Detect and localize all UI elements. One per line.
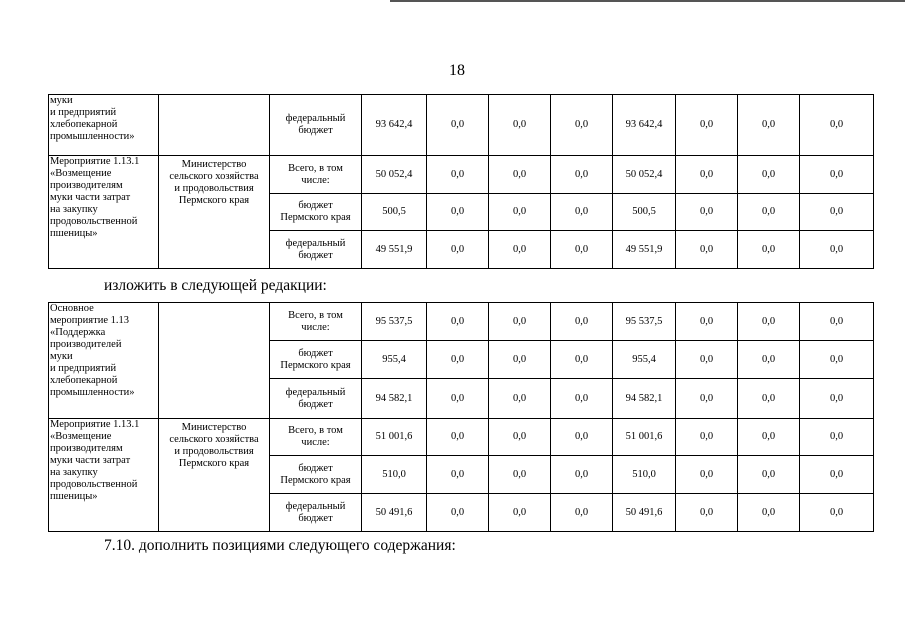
value-cell: 51 001,6 xyxy=(362,419,427,456)
value-cell: 0,0 xyxy=(676,303,738,341)
value-cell: 0,0 xyxy=(551,303,613,341)
value-cell: 0,0 xyxy=(800,379,874,419)
value-cell: 0,0 xyxy=(738,419,800,456)
value-cell: 0,0 xyxy=(427,456,489,494)
scan-edge-line xyxy=(390,0,905,2)
page-number: 18 xyxy=(449,62,465,79)
value-cell: 0,0 xyxy=(427,231,489,269)
funding-source: Всего, в том числе: xyxy=(270,419,362,456)
value-cell: 0,0 xyxy=(800,303,874,341)
value-cell: 0,0 xyxy=(551,456,613,494)
value-cell: 0,0 xyxy=(489,303,551,341)
value-cell: 0,0 xyxy=(676,95,738,156)
executor-cell xyxy=(159,95,270,156)
value-cell: 0,0 xyxy=(800,156,874,194)
funding-source: федеральный бюджет xyxy=(270,379,362,419)
value-cell: 0,0 xyxy=(738,95,800,156)
funding-source: бюджет Пермского края xyxy=(270,456,362,494)
value-cell: 0,0 xyxy=(738,379,800,419)
value-cell: 50 491,6 xyxy=(362,494,427,532)
value-cell: 0,0 xyxy=(427,341,489,379)
value-cell: 0,0 xyxy=(489,194,551,231)
value-cell: 50 491,6 xyxy=(613,494,676,532)
value-cell: 0,0 xyxy=(676,156,738,194)
measure-name: Мероприятие 1.13.1 «Возмещение производителям муки части затрат на закупку продовольственной пшеницы» xyxy=(49,156,159,269)
value-cell: 0,0 xyxy=(800,419,874,456)
value-cell: 95 537,5 xyxy=(362,303,427,341)
value-cell: 0,0 xyxy=(427,379,489,419)
instruction-paragraph: изложить в следующей редакции: xyxy=(104,277,327,294)
value-cell: 0,0 xyxy=(489,231,551,269)
value-cell: 0,0 xyxy=(676,341,738,379)
value-cell: 0,0 xyxy=(676,419,738,456)
value-cell: 0,0 xyxy=(738,456,800,494)
value-cell: 510,0 xyxy=(362,456,427,494)
value-cell: 955,4 xyxy=(613,341,676,379)
executor-cell xyxy=(159,303,270,419)
value-cell: 500,5 xyxy=(613,194,676,231)
value-cell: 0,0 xyxy=(676,231,738,269)
program-table-new xyxy=(48,302,874,532)
value-cell: 0,0 xyxy=(800,341,874,379)
value-cell: 0,0 xyxy=(800,194,874,231)
funding-source: Всего, в том числе: xyxy=(270,303,362,341)
value-cell: 0,0 xyxy=(738,303,800,341)
value-cell: 50 052,4 xyxy=(613,156,676,194)
table-row xyxy=(49,419,874,456)
value-cell: 0,0 xyxy=(427,419,489,456)
funding-source: бюджет Пермского края xyxy=(270,194,362,231)
measure-name: Мероприятие 1.13.1 «Возмещение производителям муки части затрат на закупку продовольственной пшеницы» xyxy=(49,419,159,532)
value-cell: 0,0 xyxy=(551,194,613,231)
value-cell: 51 001,6 xyxy=(613,419,676,456)
value-cell: 0,0 xyxy=(551,156,613,194)
value-cell: 0,0 xyxy=(800,231,874,269)
value-cell: 49 551,9 xyxy=(613,231,676,269)
value-cell: 0,0 xyxy=(676,494,738,532)
value-cell: 0,0 xyxy=(676,379,738,419)
funding-source: Всего, в том числе: xyxy=(270,156,362,194)
value-cell: 955,4 xyxy=(362,341,427,379)
value-cell: 0,0 xyxy=(738,231,800,269)
value-cell: 94 582,1 xyxy=(613,379,676,419)
value-cell: 0,0 xyxy=(738,494,800,532)
executor-cell: Министерство сельского хозяйства и продовольствия Пермского края xyxy=(159,156,270,269)
funding-source: федеральный бюджет xyxy=(270,494,362,532)
value-cell: 0,0 xyxy=(738,341,800,379)
value-cell: 0,0 xyxy=(676,194,738,231)
executor-cell: Министерство сельского хозяйства и продовольствия Пермского края xyxy=(159,419,270,532)
value-cell: 0,0 xyxy=(427,494,489,532)
value-cell: 0,0 xyxy=(427,156,489,194)
value-cell: 0,0 xyxy=(489,494,551,532)
value-cell: 0,0 xyxy=(489,341,551,379)
value-cell: 500,5 xyxy=(362,194,427,231)
value-cell: 510,0 xyxy=(613,456,676,494)
value-cell: 0,0 xyxy=(676,456,738,494)
funding-source: бюджет Пермского края xyxy=(270,341,362,379)
value-cell: 0,0 xyxy=(489,156,551,194)
value-cell: 49 551,9 xyxy=(362,231,427,269)
value-cell: 0,0 xyxy=(800,494,874,532)
value-cell: 93 642,4 xyxy=(613,95,676,156)
value-cell: 0,0 xyxy=(738,194,800,231)
value-cell: 0,0 xyxy=(551,341,613,379)
value-cell: 0,0 xyxy=(551,419,613,456)
table-row xyxy=(49,156,874,194)
table-row xyxy=(49,95,874,156)
value-cell: 0,0 xyxy=(489,95,551,156)
value-cell: 0,0 xyxy=(551,231,613,269)
measure-name: муки и предприятий хлебопекарной промышленности» xyxy=(49,95,159,156)
value-cell: 0,0 xyxy=(800,456,874,494)
value-cell: 0,0 xyxy=(427,194,489,231)
value-cell: 0,0 xyxy=(489,379,551,419)
measure-name: Основное мероприятие 1.13 «Поддержка производителей муки и предприятий хлебопекарной промышленности» xyxy=(49,303,159,419)
value-cell: 0,0 xyxy=(800,95,874,156)
value-cell: 0,0 xyxy=(427,95,489,156)
value-cell: 50 052,4 xyxy=(362,156,427,194)
value-cell: 0,0 xyxy=(489,419,551,456)
value-cell: 0,0 xyxy=(738,156,800,194)
table-row xyxy=(49,303,874,341)
value-cell: 95 537,5 xyxy=(613,303,676,341)
value-cell: 0,0 xyxy=(489,456,551,494)
value-cell: 0,0 xyxy=(427,303,489,341)
program-table-old xyxy=(48,94,874,269)
value-cell: 0,0 xyxy=(551,95,613,156)
value-cell: 94 582,1 xyxy=(362,379,427,419)
value-cell: 0,0 xyxy=(551,494,613,532)
value-cell: 93 642,4 xyxy=(362,95,427,156)
funding-source: федеральный бюджет xyxy=(270,95,362,156)
funding-source: федеральный бюджет xyxy=(270,231,362,269)
value-cell: 0,0 xyxy=(551,379,613,419)
instruction-paragraph: 7.10. дополнить позициями следующего содержания: xyxy=(104,537,456,554)
